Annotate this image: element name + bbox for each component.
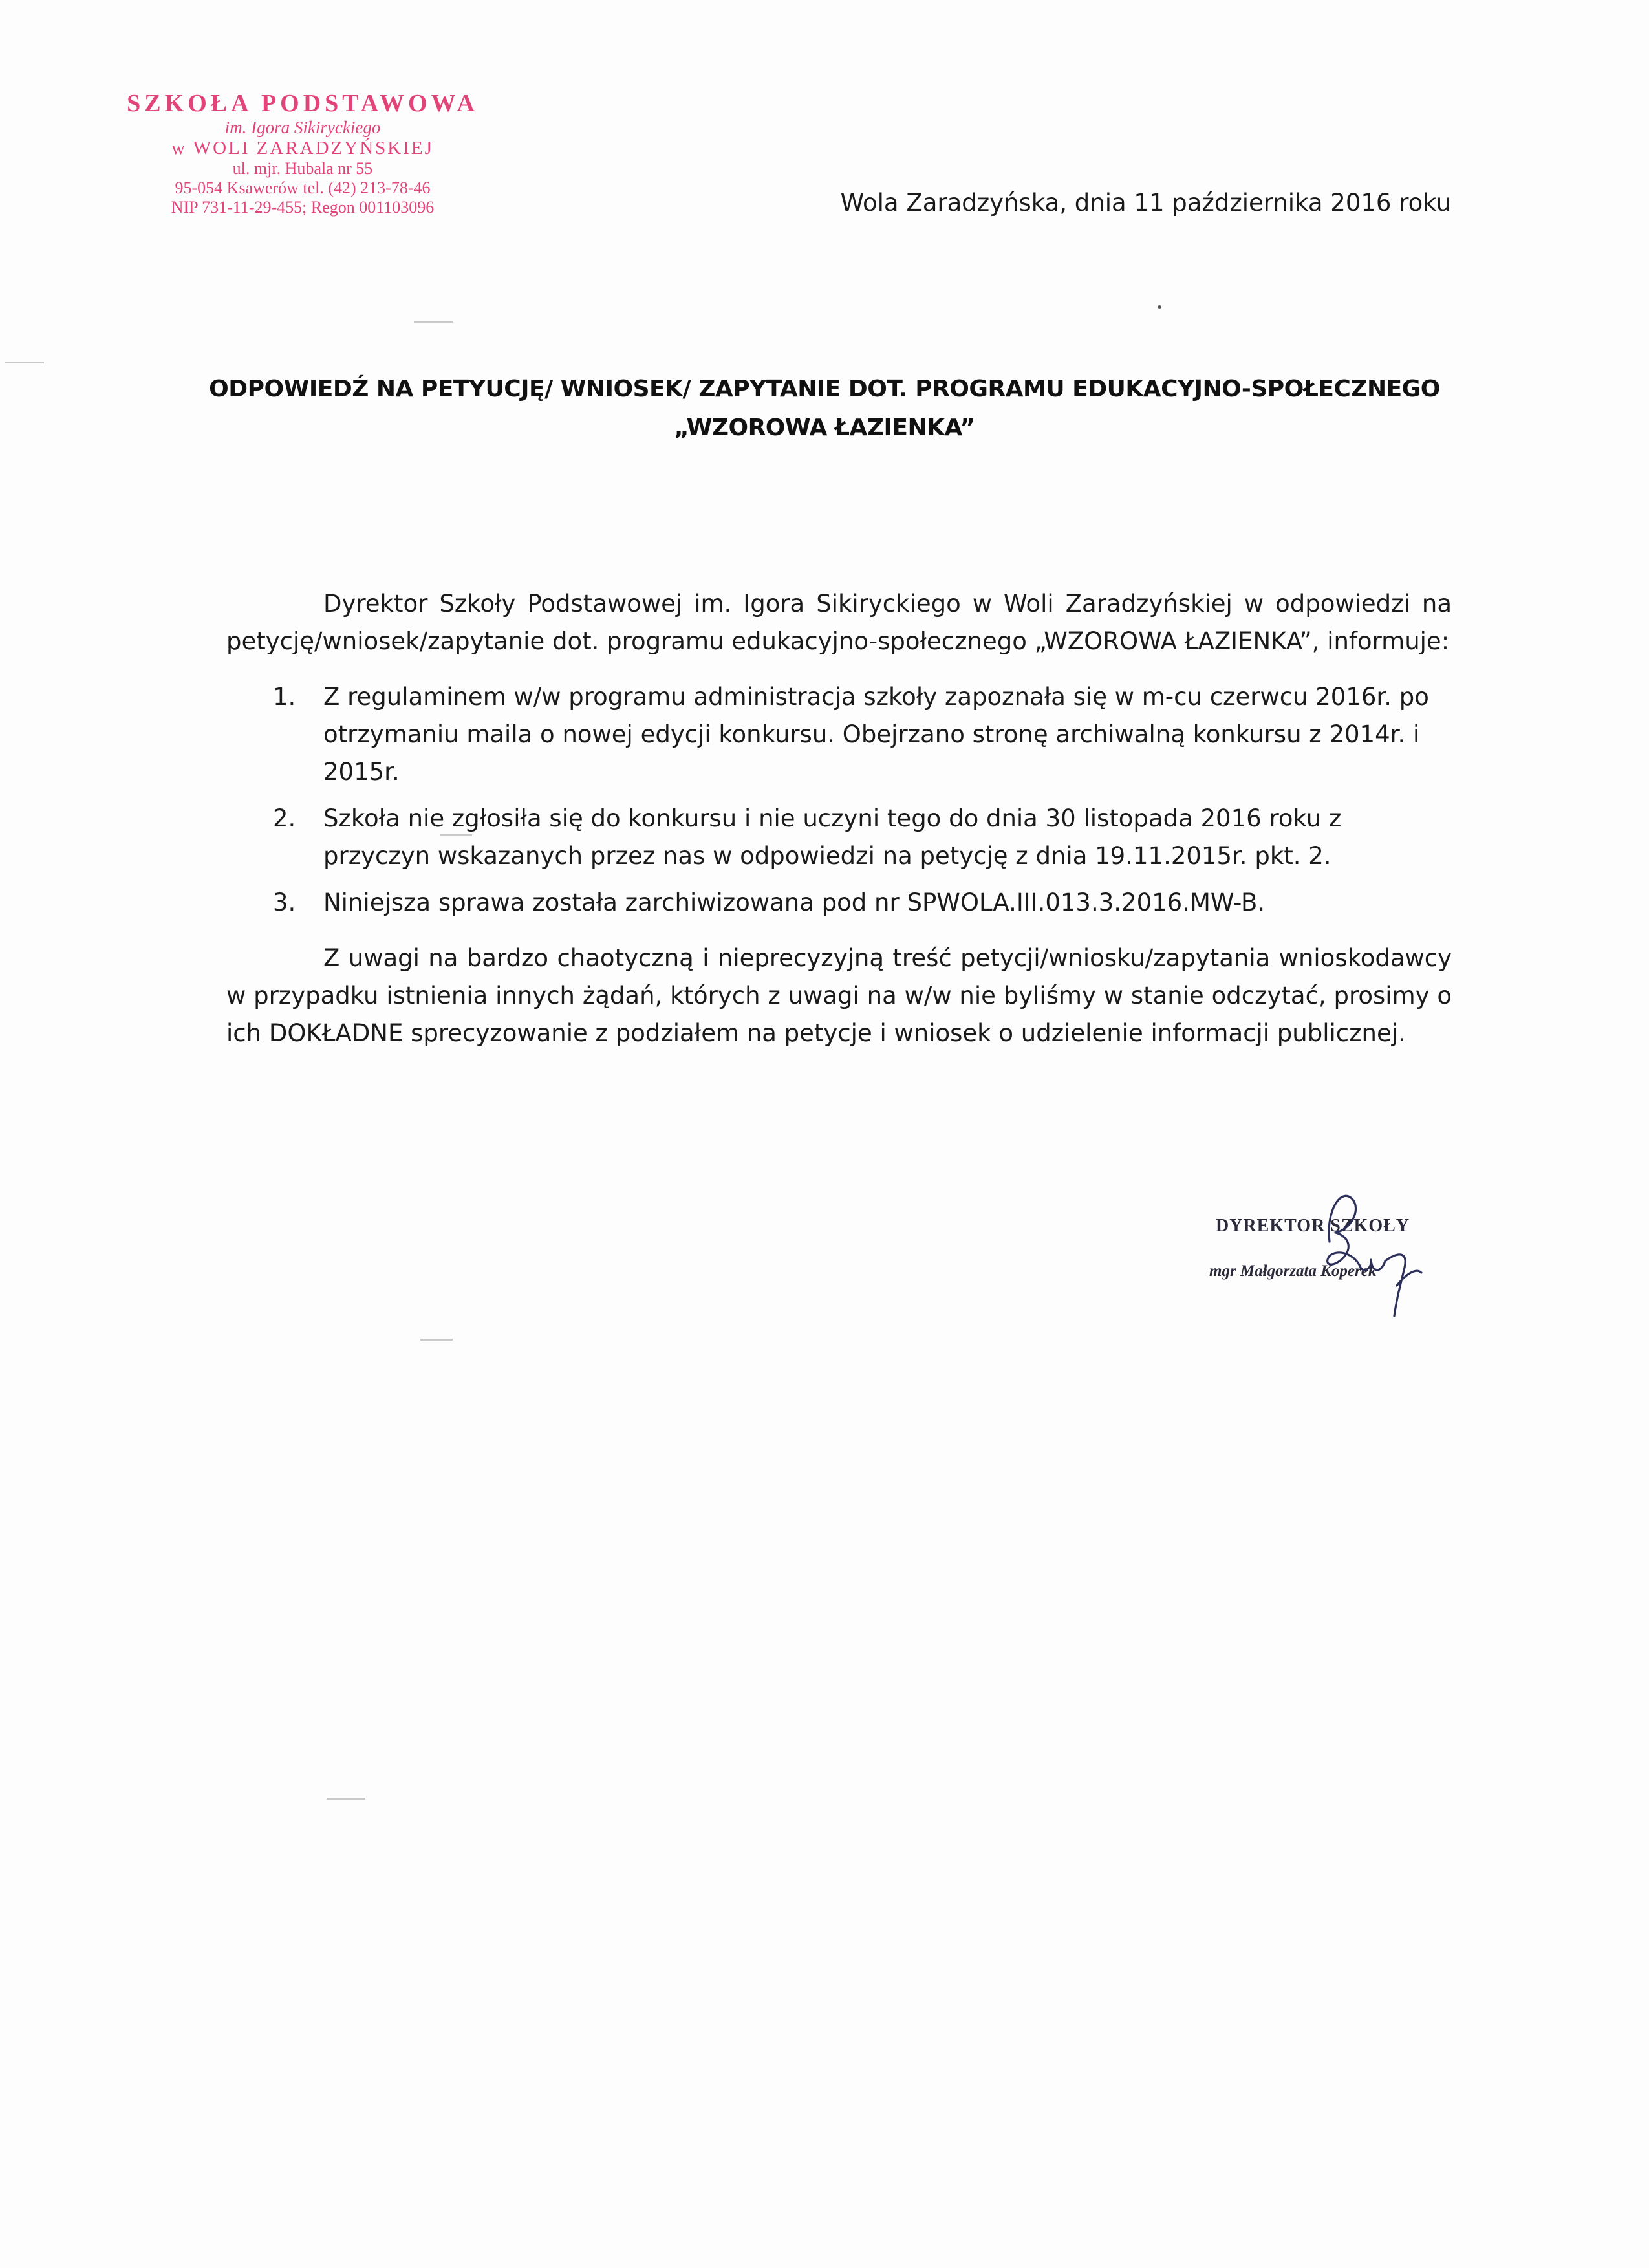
signature-block xyxy=(1203,1171,1487,1339)
list-item xyxy=(226,678,1452,791)
stamp-line: SZKOŁA PODSTAWOWA xyxy=(127,90,479,117)
list-item-text: Niniejsza sprawa została zarchiwizowana pod nr SPWOLA.III.013.3.2016.MW-B. xyxy=(323,889,1266,916)
list-item xyxy=(226,884,1452,922)
scan-speck xyxy=(414,321,453,323)
document-body xyxy=(226,585,1452,1052)
stamp-line: im. Igora Sikiryckiego xyxy=(224,118,381,137)
signature-name: mgr Małgorzata Koperek xyxy=(1209,1262,1377,1280)
stamp-line: NIP 731-11-29-455; Regon 001103096 xyxy=(171,198,435,217)
title-line-1: ODPOWIEDŹ NA PETYUCJĘ/ WNIOSEK/ ZAPYTANIE DOT. PROGRAMU EDUKACYJNO-SPOŁECZNEGO xyxy=(209,376,1440,402)
document-title xyxy=(162,370,1487,448)
title-line-2: „WZOROWA ŁAZIENKA” xyxy=(674,415,975,441)
list-item-text: Z regulaminem w/w programu administracja szkoły zapoznała się w m-cu czerwcu 2016r. po otrzymaniu maila o nowej edycji konkursu. Obejrzano stronę archiwalną konkursu z 2014r. i 2015r. xyxy=(323,683,1429,786)
list-item-number: 1. xyxy=(273,683,296,711)
list-item-text: Szkoła nie zgłosiła się do konkursu i nie uczyni tego do dnia 30 listopada 2016 roku z przyczyn wskazanych przez nas w odpowiedzi na petycję z dnia 19.11.2015r. pkt. 2. xyxy=(323,805,1342,870)
date-line: Wola Zaradzyńska, dnia 11 października 2016 roku xyxy=(840,189,1451,217)
handwritten-signature-icon xyxy=(1203,1171,1487,1339)
signature-role: DYREKTOR SZKOŁY xyxy=(1216,1216,1410,1236)
list-item xyxy=(226,800,1452,875)
closing-paragraph: Z uwagi na bardzo chaotyczną i nieprecyzyjną treść petycji/wniosku/zapytania wnioskodawcy w przypadku istnienia innych żądań, których z uwagi na w/w nie byliśmy w stanie odczytać, prosimy o ich DOKŁADNE sprecyzowanie z podziałem na petycje i wniosek o udzielenie informacji publicznej. xyxy=(226,944,1452,1047)
list-item-number: 2. xyxy=(273,805,296,832)
stamp-line: ul. mjr. Hubala nr 55 xyxy=(232,159,373,178)
scan-speck xyxy=(420,1339,453,1341)
scan-speck xyxy=(327,1798,365,1800)
stamp-line: w WOLI ZARADZYŃSKIEJ xyxy=(171,138,434,158)
scan-speck xyxy=(1158,305,1161,309)
list-item-number: 3. xyxy=(273,889,296,916)
numbered-list xyxy=(226,678,1452,922)
stamp-line: 95-054 Ksawerów tel. (42) 213-78-46 xyxy=(175,178,431,197)
scan-speck xyxy=(5,362,44,363)
scan-speck xyxy=(440,834,472,836)
school-stamp xyxy=(109,89,497,217)
intro-paragraph: Dyrektor Szkoły Podstawowej im. Igora Sikiryckiego w Woli Zaradzyńskiej w odpowiedzi na petycję/wniosek/zapytanie dot. programu edukacyjno-społecznego „WZOROWA ŁAZIENKA”, informuje: xyxy=(226,590,1452,655)
